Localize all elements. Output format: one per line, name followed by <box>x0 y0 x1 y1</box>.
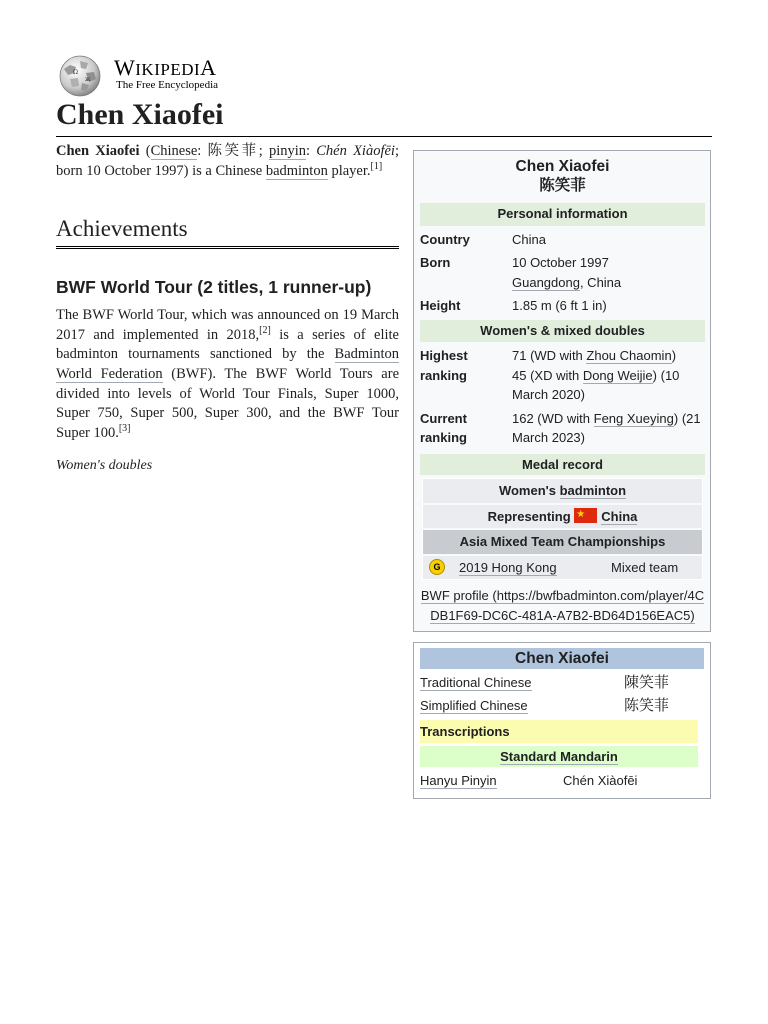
medal-sport: Women's badminton <box>423 479 702 503</box>
bwf-link[interactable]: Badminton World Federation <box>56 346 399 382</box>
chinese-name-box <box>413 642 711 799</box>
highest-ranking-row: Highest ranking 71 (WD with Zhou Chaomin) 45 (XD with Dong Weijie) (10 March 2020) <box>420 348 680 402</box>
guangdong-link[interactable]: Guangdong <box>512 274 580 290</box>
svg-text:ж: ж <box>85 76 91 83</box>
feng-xueying-link[interactable]: Feng Xueying <box>593 410 674 426</box>
gold-medal-icon: G <box>429 559 445 575</box>
current-ranking-row: Current ranking 162 (WD with Feng Xueying) (21 March 2023) <box>420 410 701 445</box>
infobox-subtitle: 陈笑菲 <box>539 177 586 194</box>
medal-entry <box>423 556 702 580</box>
infobox-title: Chen Xiaofei 陈笑菲 <box>420 157 705 195</box>
bwf-profile-link[interactable]: BWF profile (https://bwfbadminton.com/player/4CDB1F69-DC6C-481A-A7B2-BD64D156EAC5) <box>420 588 705 623</box>
china-flag-icon: ★ <box>574 508 597 523</box>
transcriptions-header: Transcriptions <box>420 720 698 743</box>
pinyin-name: Chén Xiàofēi <box>316 143 395 159</box>
article-body <box>56 142 399 474</box>
bwf-world-tour-heading: BWF World Tour (2 titles, 1 runner-up) <box>56 277 372 298</box>
subject-name: Chen Xiaofei <box>56 143 140 159</box>
intro-paragraph: Chen Xiaofei (Chinese: 陈笑菲; pinyin: Chén Xiàofēi; born 10 October 1997) is a Chinese badminton player.[1] <box>56 143 399 179</box>
hanzi-name: 陈笑菲 <box>207 143 259 159</box>
born-row: Born 10 October 1997 Guangdong, China <box>420 255 622 290</box>
womens-doubles-caption: Women's doubles <box>56 458 153 474</box>
medal-badminton-link[interactable]: badminton <box>559 483 627 498</box>
hanyu-pinyin-link[interactable]: Hanyu Pinyin <box>420 773 497 788</box>
chinese-box-title: Chen Xiaofei <box>420 648 704 669</box>
medal-record-header: Medal record <box>420 454 705 476</box>
page-title: Chen Xiaofei <box>56 94 712 137</box>
hong-kong-2019-link[interactable]: 2019 Hong Kong <box>459 559 557 575</box>
svg-text:Ω: Ω <box>73 69 78 76</box>
simplified-chinese-row <box>420 694 704 717</box>
country-row: Country China <box>420 231 546 247</box>
height-row: Height 1.85 m (6 ft 1 in) <box>420 298 607 313</box>
hanyu-pinyin-value: Chén Xiàofēi <box>563 773 638 788</box>
hanyu-pinyin-row <box>420 769 704 792</box>
reference-2[interactable]: [2] <box>259 324 271 336</box>
reference-1[interactable]: [1] <box>370 160 383 172</box>
simplified-chinese-link[interactable]: Simplified Chinese <box>420 698 528 713</box>
pinyin-link[interactable]: pinyin <box>268 143 307 159</box>
representing-row: Representing ★ China <box>423 505 702 529</box>
traditional-chinese-value: 陳笑菲 <box>624 674 670 691</box>
simplified-chinese-value: 陈笑菲 <box>624 697 670 714</box>
bwf-profile-footer <box>420 580 705 625</box>
personal-info-header: Personal information <box>420 203 705 226</box>
medal-event-header: Asia Mixed Team Championships <box>423 530 702 554</box>
wikipedia-tagline: The Free Encyclopedia <box>116 79 219 91</box>
wikipedia-globe-icon <box>56 55 104 97</box>
infobox <box>413 150 711 632</box>
china-link[interactable]: China <box>601 508 638 524</box>
zhou-chaomin-link[interactable]: Zhou Chaomin <box>586 348 672 363</box>
traditional-chinese-link[interactable]: Traditional Chinese <box>420 675 532 690</box>
medal-category: Mixed team <box>611 559 679 575</box>
chinese-link[interactable]: Chinese <box>150 143 198 159</box>
dong-weijie-link[interactable]: Dong Weijie <box>582 367 653 383</box>
traditional-chinese-row <box>420 671 704 694</box>
medal-record-table <box>422 478 703 580</box>
bwf-paragraph: The BWF World Tour, which was announced on 19 March 2017 and implemented in 2018,[2] is a series of elite badminton tournaments sanctioned by the Badminton World Federation (BWF). The BWF World Tours are divided into levels of World Tour Finals, Super 1000, Super 750, Super 500, Super 300, and the BWF Tour Super 100.[3] <box>56 307 400 441</box>
mandarin-header: Standard Mandarin <box>420 746 698 767</box>
wikipedia-wordmark: WIKIPEDIA <box>114 55 217 80</box>
achievements-heading: Achievements <box>56 215 399 249</box>
doubles-header: Women's & mixed doubles <box>420 320 705 343</box>
reference-3[interactable]: [3] <box>118 422 131 434</box>
wikipedia-logo[interactable] <box>56 55 231 95</box>
badminton-link[interactable]: badminton <box>265 162 328 179</box>
